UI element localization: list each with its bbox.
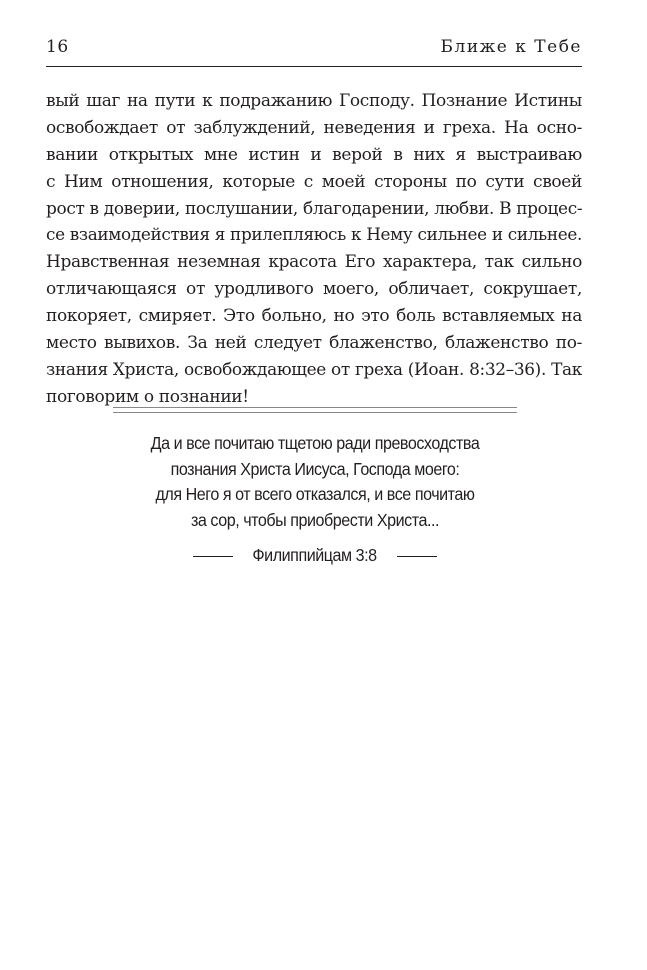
book-title: Ближе к Тебе <box>440 37 582 57</box>
body-paragraph <box>46 88 582 411</box>
body-line: се взаимодействия я прилепляюсь к Нему сильнее и сильнее. <box>46 225 583 246</box>
epigraph-line: познания Христа Иисуса, Господа моего: <box>170 458 460 479</box>
epigraph-divider <box>113 407 517 413</box>
header-rule <box>46 66 582 67</box>
body-line: рост в доверии, послушании, благодарении, любви. В процес- <box>46 198 583 219</box>
body-line: вый шаг на пути к подражанию Господу. Познание Истины <box>46 91 582 111</box>
body-line: покоряет, смиряет. Это больно, но это боль вставляемых на <box>46 306 582 327</box>
body-line: отличающаяся от уродливого моего, обличает, сокрушает, <box>46 279 582 300</box>
epigraph-quote <box>70 431 560 533</box>
body-line: Нравственная неземная красота Его характера, так сильно <box>46 252 582 273</box>
left-dash <box>193 556 233 557</box>
epigraph-line: для Него я от всего отказался, и все почитаю <box>155 484 475 504</box>
body-line: поговорим о познании! <box>46 386 249 407</box>
epigraph-source <box>70 543 560 568</box>
page-number: 16 <box>46 37 69 57</box>
body-line: с Ним отношения, которые с моей стороны по сути своей <box>46 171 582 192</box>
body-line: вании открытых мне истин и верой в них я выстраиваю <box>46 144 582 165</box>
epigraph-line: за сор, чтобы приобрести Христа... <box>191 509 439 530</box>
epigraph-reference: Филиппийцам 3:8 <box>252 545 378 565</box>
right-dash <box>397 556 437 557</box>
body-line: освобождает от заблуждений, неведения и греха. На осно- <box>46 117 582 138</box>
body-line: знания Христа, освобождающее от греха (Иоан. 8:32–36). Так <box>46 359 583 380</box>
body-line: место вывихов. За ней следует блаженство, блаженство по- <box>46 333 582 354</box>
running-head <box>46 37 582 61</box>
epigraph-line: Да и все почитаю тщетою ради превосходства <box>150 433 480 453</box>
